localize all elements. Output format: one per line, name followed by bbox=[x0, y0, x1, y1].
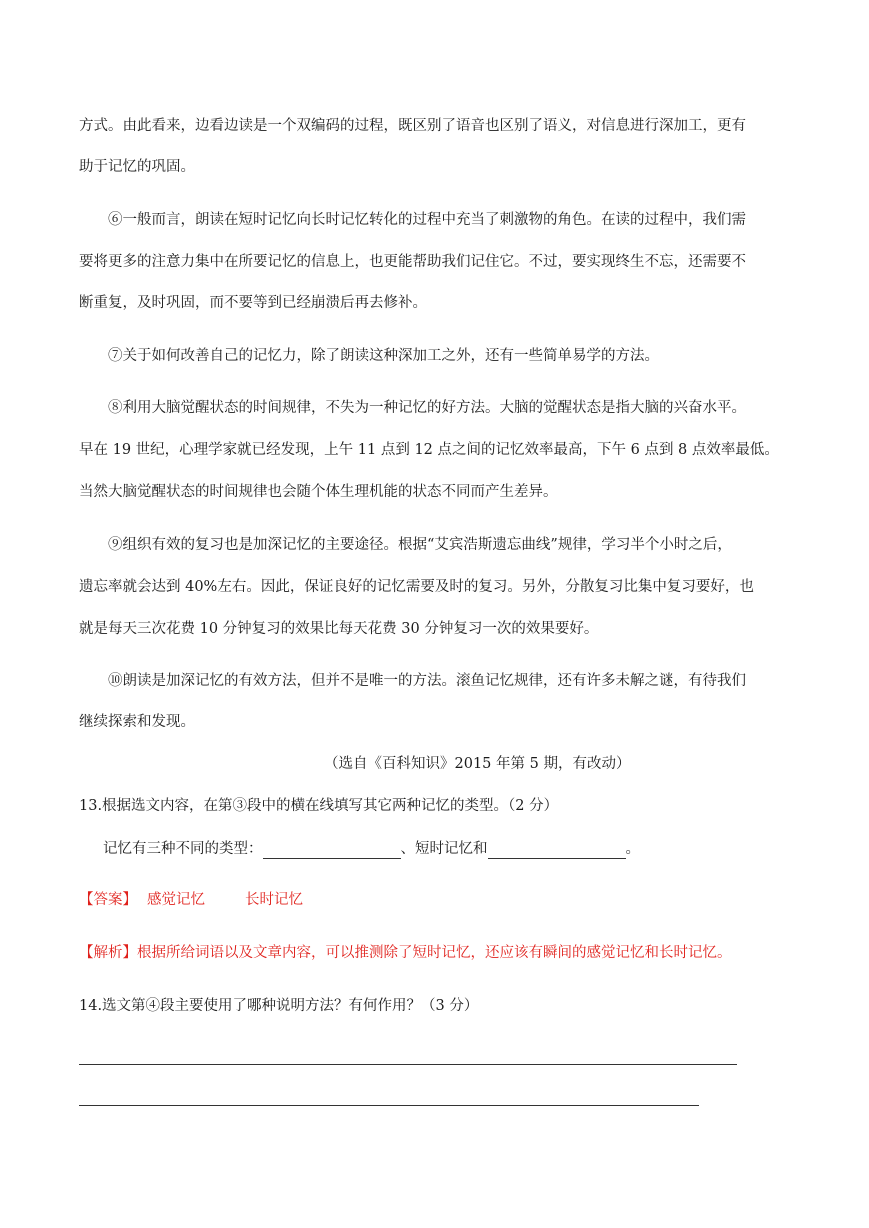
paragraph-10-line-2: 继续探索和发现。 bbox=[79, 714, 195, 730]
paragraph-5-line-2: 助于记忆的巩固。 bbox=[79, 159, 195, 175]
analysis-line bbox=[79, 943, 732, 963]
stem-prefix: 记忆有三种不同的类型： bbox=[103, 841, 263, 857]
answer-value-1: 感觉记忆 bbox=[147, 892, 205, 908]
paragraph-8-line-1: ⑧利用大脑觉醒状态的时间规律，不失为一种记忆的好方法。大脑的觉醒状态是指大脑的兴奋水平。 bbox=[108, 400, 746, 416]
paragraph-9-line-3: 就是每天三次花费 10 分钟复习的效果比每天花费 30 分钟复习一次的效果要好。 bbox=[79, 621, 599, 637]
answer-rule-2[interactable] bbox=[79, 1105, 699, 1106]
paragraph-9-line-1: ⑨组织有效的复习也是加深记忆的主要途径。根据“艾宾浩斯遗忘曲线”规律，学习半个小时之后， bbox=[108, 537, 732, 553]
stem-middle: 、短时记忆和 bbox=[400, 841, 488, 857]
question-13-stem bbox=[103, 839, 640, 859]
paragraph-6-line-1: ⑥一般而言，朗读在短时记忆向长时记忆转化的过程中充当了刺激物的角色。在读的过程中，我们需 bbox=[108, 212, 746, 228]
answer-blank-2[interactable] bbox=[488, 842, 626, 859]
paragraph-9-line-2: 遗忘率就会达到 40%左右。因此，保证良好的记忆需要及时的复习。另外，分散复习比集中复习要好，也 bbox=[79, 579, 754, 595]
answer-line bbox=[79, 890, 303, 910]
analysis-tag: 【解析】 bbox=[79, 945, 137, 961]
answer-blank-1[interactable] bbox=[263, 842, 401, 859]
source-citation: （选自《百科知识》2015 年第 5 期，有改动） bbox=[324, 756, 631, 772]
paragraph-10-line-1: ⑩朗读是加深记忆的有效方法，但并不是唯一的方法。滚鱼记忆规律，还有许多未解之谜，有待我们 bbox=[108, 673, 746, 689]
answer-rule-1[interactable] bbox=[79, 1064, 737, 1065]
paragraph-5-line-1: 方式。由此看来，边看边读是一个双编码的过程，既区别了语音也区别了语义，对信息进行深加工，更有 bbox=[79, 118, 746, 134]
stem-end: 。 bbox=[625, 841, 640, 857]
question-13: 13.根据选文内容，在第③段中的横在线填写其它两种记忆的类型。（2 分） bbox=[79, 798, 559, 814]
paragraph-6-line-3: 断重复，及时巩固，而不要等到已经崩溃后再去修补。 bbox=[79, 295, 427, 311]
paragraph-8-line-3: 当然大脑觉醒状态的时间规律也会随个体生理机能的状态不同而产生差异。 bbox=[79, 484, 558, 500]
question-14: 14.选文第④段主要使用了哪种说明方法？有何作用？（3 分） bbox=[79, 998, 479, 1014]
paragraph-7-line-1: ⑦关于如何改善自己的记忆力，除了朗读这种深加工之外，还有一些简单易学的方法。 bbox=[108, 348, 659, 364]
paragraph-6-line-2: 要将更多的注意力集中在所要记忆的信息上，也更能帮助我们记住它。不过，要实现终生不忘，还需要不 bbox=[79, 254, 746, 270]
answer-value-2: 长时记忆 bbox=[245, 892, 303, 908]
paragraph-8-line-2: 早在 19 世纪，心理学家就已经发现，上午 11 点到 12 点之间的记忆效率最高，下午 6 点到 8 点效率最低。 bbox=[79, 442, 779, 458]
analysis-text: 根据所给词语以及文章内容，可以推测除了短时记忆，还应该有瞬间的感觉记忆和长时记忆。 bbox=[137, 945, 732, 961]
answer-tag: 【答案】 bbox=[79, 892, 137, 908]
